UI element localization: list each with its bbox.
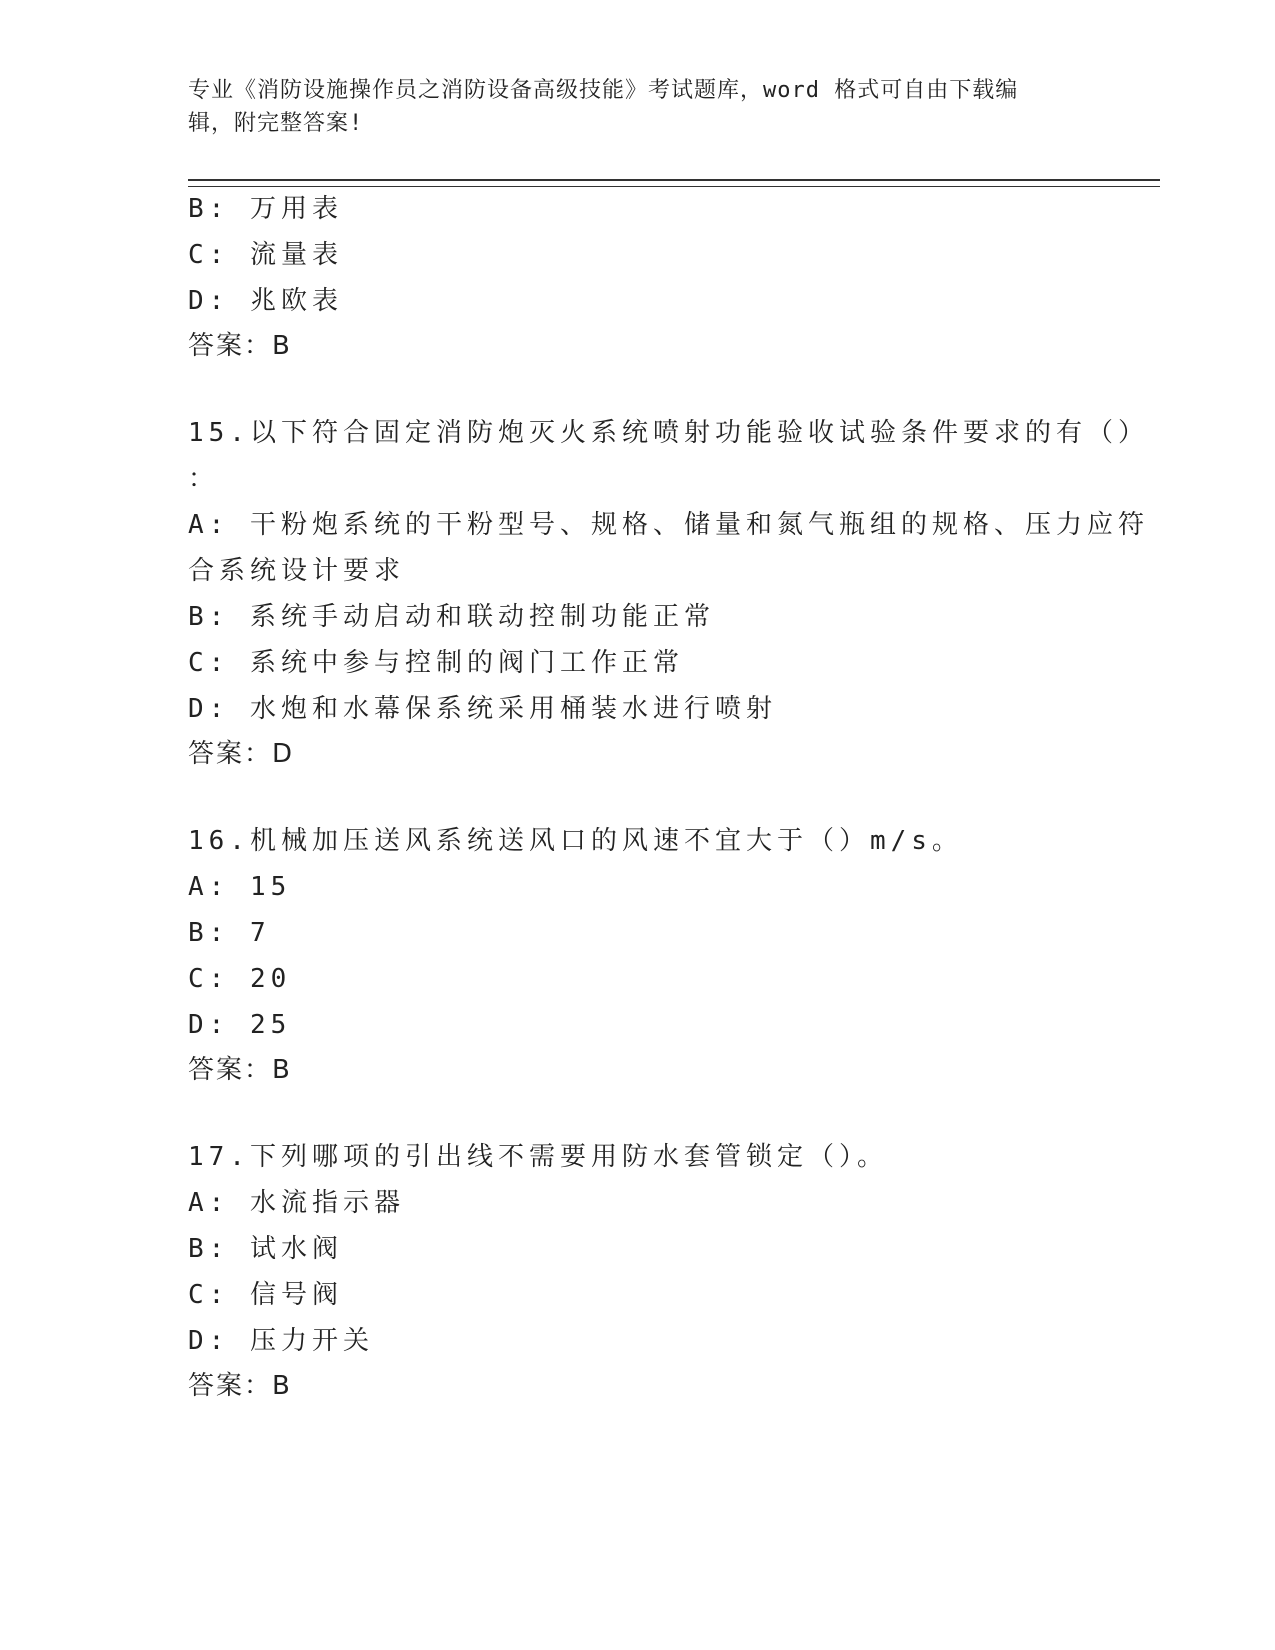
question-stem-line: ： bbox=[188, 464, 220, 494]
answer-line: 答案：D bbox=[188, 739, 295, 769]
answer-line: 答案：B bbox=[188, 331, 292, 361]
question-15 bbox=[188, 410, 1149, 776]
spacer bbox=[188, 776, 1088, 818]
option-b: B: 系统手动启动和联动控制功能正常 bbox=[188, 602, 715, 632]
option-b: B: 试水阀 bbox=[188, 1234, 343, 1264]
option-a: A: 15 bbox=[188, 872, 292, 902]
question-stem-line: 15.以下符合固定消防炮灭火系统喷射功能验收试验条件要求的有（） bbox=[188, 418, 1149, 448]
option-c: C: 信号阀 bbox=[188, 1280, 343, 1310]
question-16 bbox=[188, 818, 1088, 1092]
option-a-continued: 合系统设计要求 bbox=[188, 556, 406, 586]
option-d: D: 水炮和水幕保系统采用桶装水进行喷射 bbox=[188, 694, 777, 724]
answer-line: 答案：B bbox=[188, 1055, 292, 1085]
option-d: D: 压力开关 bbox=[188, 1326, 374, 1356]
spacer bbox=[188, 368, 1088, 410]
question-list bbox=[188, 186, 1149, 1408]
question-17 bbox=[188, 1134, 1088, 1408]
option-c: C: 20 bbox=[188, 964, 292, 994]
option-c: C: 流量表 bbox=[188, 240, 343, 270]
question-stem-line: 16.机械加压送风系统送风口的风速不宜大于（）m/s。 bbox=[188, 826, 963, 856]
option-c: C: 系统中参与控制的阀门工作正常 bbox=[188, 648, 684, 678]
option-b: B: 万用表 bbox=[188, 194, 343, 224]
document-header bbox=[188, 74, 1068, 140]
option-a: A: 水流指示器 bbox=[188, 1188, 405, 1218]
option-b: B: 7 bbox=[188, 918, 271, 948]
option-d: D: 兆欧表 bbox=[188, 286, 343, 316]
question-stem-line: 17.下列哪项的引出线不需要用防水套管锁定（）。 bbox=[188, 1142, 888, 1172]
header-line-2: 辑，附完整答案! bbox=[188, 111, 364, 136]
question-14-continued bbox=[188, 186, 1088, 368]
header-line-1: 专业《消防设施操作员之消防设备高级技能》考试题库，word 格式可自由下载编 bbox=[188, 78, 1019, 103]
option-a: A: 干粉炮系统的干粉型号、规格、储量和氮气瓶组的规格、压力应符 bbox=[188, 510, 1149, 540]
answer-line: 答案：B bbox=[188, 1371, 292, 1401]
option-d: D: 25 bbox=[188, 1010, 292, 1040]
spacer bbox=[188, 1092, 1088, 1134]
